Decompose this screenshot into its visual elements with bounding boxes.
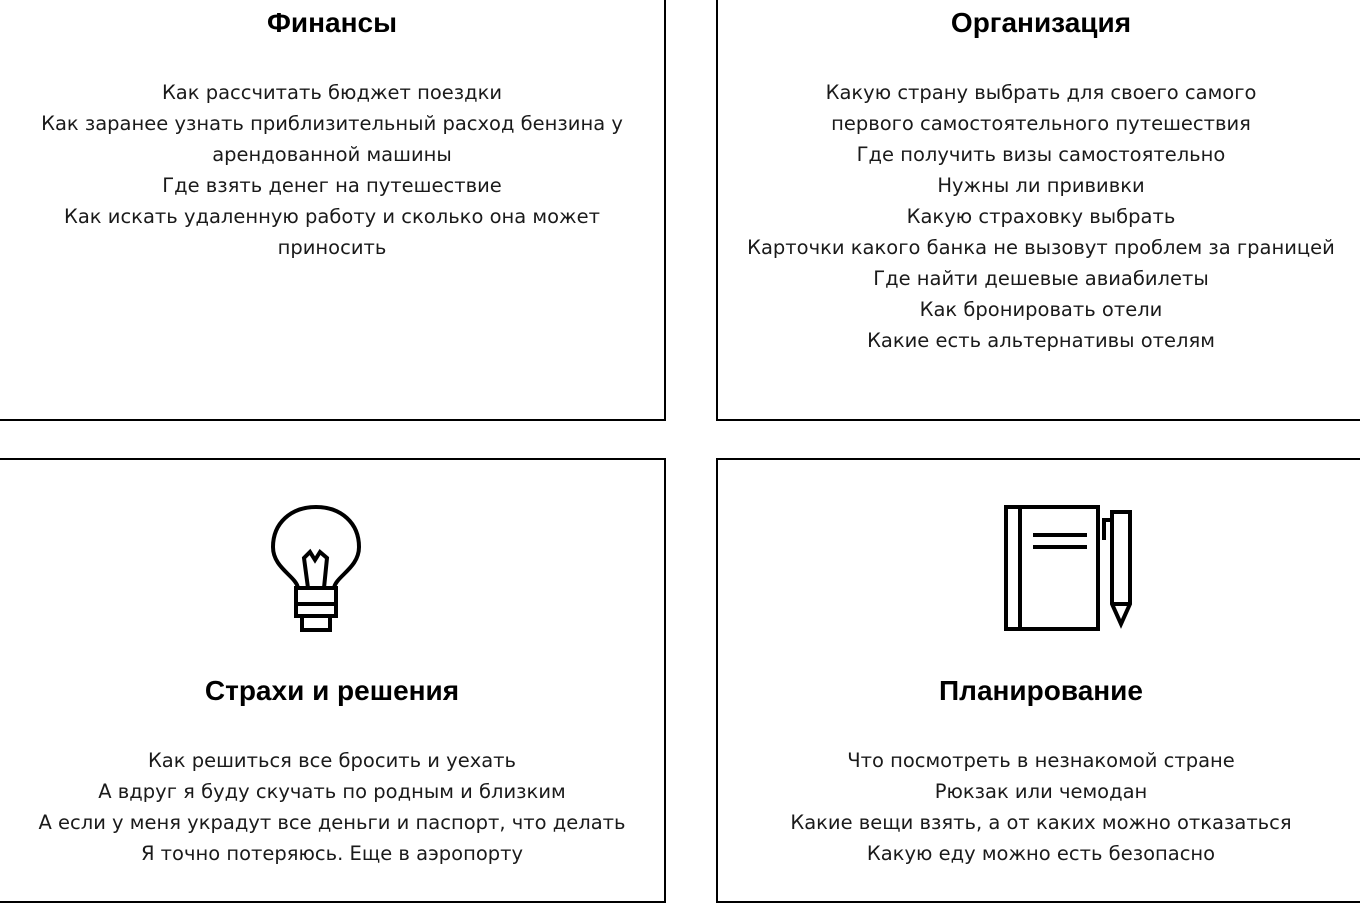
topic-link[interactable]: Рюкзак или чемодан <box>934 780 1148 803</box>
topic-list <box>0 77 664 263</box>
card-title: Финансы <box>267 7 397 38</box>
topic-link[interactable]: Карточки какого банка не вызовут проблем за границей <box>747 236 1335 259</box>
topic-link[interactable]: Какие вещи взять, а от каких можно отказаться <box>790 811 1292 834</box>
card-title: Страхи и решения <box>204 675 460 706</box>
topic-link[interactable]: Как искать удаленную работу и сколько она может приносить <box>64 205 600 259</box>
topic-list <box>718 745 1360 869</box>
topic-link[interactable]: Какую страховку выбрать <box>906 205 1176 228</box>
topic-link[interactable]: Где взять денег на путешествие <box>162 174 502 197</box>
card-fears <box>0 458 666 903</box>
topic-link[interactable]: Какие есть альтернативы отелям <box>867 329 1215 352</box>
card-planning <box>716 458 1360 903</box>
topic-link[interactable]: Нужны ли прививки <box>937 174 1145 197</box>
topic-link[interactable]: Я точно потеряюсь. Еще в аэропорту <box>140 842 524 865</box>
card-finance <box>0 0 666 421</box>
card-organization <box>716 0 1360 421</box>
notebook-pen-icon <box>1003 504 1133 632</box>
topic-link[interactable]: Что посмотреть в незнакомой стране <box>847 749 1235 772</box>
topic-link[interactable]: Как заранее узнать приблизительный расход бензина у арендованной машины <box>41 112 623 166</box>
topic-link[interactable]: Какую еду можно есть безопасно <box>866 842 1216 865</box>
lightbulb-icon <box>270 504 362 632</box>
card-title: Планирование <box>939 675 1143 706</box>
topic-link[interactable]: А вдруг я буду скучать по родным и близким <box>98 780 566 803</box>
card-title: Организация <box>950 7 1132 38</box>
topic-link[interactable]: Где получить визы самостоятельно <box>856 143 1226 166</box>
topic-link[interactable]: Где найти дешевые авиабилеты <box>873 267 1209 290</box>
topic-list <box>718 77 1360 356</box>
topic-link[interactable]: Как решиться все бросить и уехать <box>147 749 517 772</box>
topic-link[interactable]: Как рассчитать бюджет поездки <box>161 81 503 104</box>
topic-link[interactable]: Какую страну выбрать для своего самого первого самостоятельного путешествия <box>825 81 1257 135</box>
topic-link[interactable]: Как бронировать отели <box>919 298 1163 321</box>
topic-list <box>0 745 664 869</box>
topic-link[interactable]: А если у меня украдут все деньги и паспорт, что делать <box>38 811 626 834</box>
